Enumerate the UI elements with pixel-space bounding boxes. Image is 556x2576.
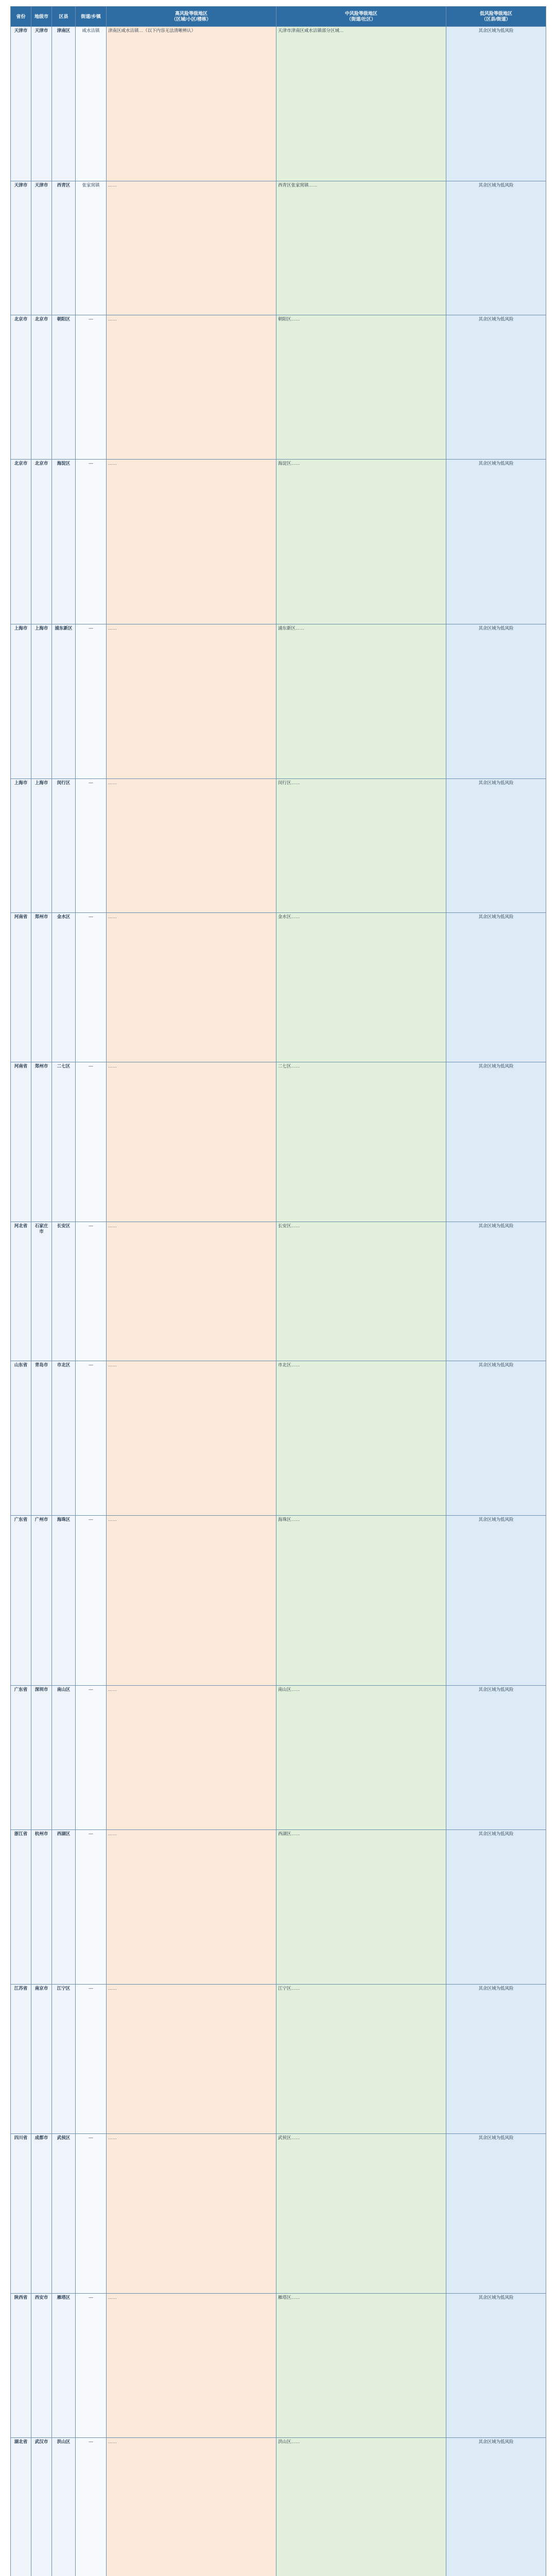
table-row [11,779,546,913]
high-risk-cell: …… [107,181,276,315]
province-cell: 北京市 [11,460,31,624]
table-row [11,913,546,1062]
high-risk-cell: …… [107,2294,276,2438]
city-cell: 上海市 [31,624,52,779]
street-cell: — [76,913,107,1062]
district-cell: 西湖区 [52,1830,76,1985]
province-cell: 河南省 [11,1062,31,1222]
province-cell: 湖北省 [11,2438,31,2576]
low-risk-cell: 其余区域为低风险 [446,27,546,181]
province-cell: 天津市 [11,181,31,315]
table-header-row [11,7,546,27]
city-cell: 成都市 [31,2134,52,2294]
low-risk-cell: 其余区域为低风险 [446,779,546,913]
street-cell: — [76,2294,107,2438]
city-cell: 北京市 [31,315,52,460]
header-district: 区县 [52,7,76,27]
street-cell: — [76,2134,107,2294]
province-cell: 四川省 [11,2134,31,2294]
street-cell: — [76,1361,107,1516]
mid-risk-cell: 金水区…… [276,913,446,1062]
district-cell: 武侯区 [52,2134,76,2294]
street-cell: 张家窝镇 [76,181,107,315]
province-cell: 江苏省 [11,1985,31,2134]
low-risk-cell: 其余区域为低风险 [446,181,546,315]
mid-risk-cell: 西青区张家窝镇…… [276,181,446,315]
province-cell: 北京市 [11,315,31,460]
high-risk-cell: …… [107,2134,276,2294]
city-cell: 郑州市 [31,913,52,1062]
province-cell: 广东省 [11,1516,31,1686]
low-risk-cell: 其余区域为低风险 [446,1361,546,1516]
city-cell: 上海市 [31,779,52,913]
low-risk-cell: 其余区域为低风险 [446,2134,546,2294]
district-cell: 海珠区 [52,1516,76,1686]
high-risk-cell: …… [107,1222,276,1361]
city-cell: 西安市 [31,2294,52,2438]
high-risk-cell: …… [107,1062,276,1222]
street-cell: — [76,1686,107,1830]
mid-risk-cell: 浦东新区…… [276,624,446,779]
district-cell: 海淀区 [52,460,76,624]
city-cell: 天津市 [31,27,52,181]
district-cell: 闵行区 [52,779,76,913]
province-cell: 上海市 [11,624,31,779]
risk-area-table [10,6,546,2576]
district-cell: 长安区 [52,1222,76,1361]
district-cell: 二七区 [52,1062,76,1222]
street-cell: — [76,1062,107,1222]
header-high-risk: 高风险等级地区 （区域/小区/楼栋） [107,7,276,27]
street-cell: 咸水沽镇 [76,27,107,181]
city-cell: 郑州市 [31,1062,52,1222]
street-cell: — [76,1222,107,1361]
district-cell: 南山区 [52,1686,76,1830]
city-cell: 武汉市 [31,2438,52,2576]
mid-risk-cell: 朝阳区…… [276,315,446,460]
mid-risk-cell: 南山区…… [276,1686,446,1830]
header-street: 街道/乡镇 [76,7,107,27]
district-cell: 洪山区 [52,2438,76,2576]
high-risk-cell: …… [107,624,276,779]
high-risk-cell: …… [107,913,276,1062]
table-row [11,1361,546,1516]
low-risk-cell: 其余区域为低风险 [446,1062,546,1222]
header-province: 省份 [11,7,31,27]
low-risk-cell: 其余区域为低风险 [446,913,546,1062]
table-row [11,1516,546,1686]
city-cell: 深圳市 [31,1686,52,1830]
high-risk-cell: …… [107,1516,276,1686]
city-cell: 青岛市 [31,1361,52,1516]
high-risk-cell: …… [107,2438,276,2576]
mid-risk-cell: 长安区…… [276,1222,446,1361]
table-body [11,27,546,2576]
table-row [11,624,546,779]
district-cell: 市北区 [52,1361,76,1516]
mid-risk-cell: 武侯区…… [276,2134,446,2294]
street-cell: — [76,460,107,624]
province-cell: 山东省 [11,1361,31,1516]
table-row [11,1830,546,1985]
district-cell: 西青区 [52,181,76,315]
high-risk-cell: …… [107,460,276,624]
header-low-risk: 低风险等级地区 （区县/街道） [446,7,546,27]
street-cell: — [76,1985,107,2134]
city-cell: 杭州市 [31,1830,52,1985]
table-row [11,1062,546,1222]
high-risk-cell: …… [107,1686,276,1830]
table-row [11,2438,546,2576]
low-risk-cell: 其余区域为低风险 [446,1686,546,1830]
table-row [11,315,546,460]
low-risk-cell: 其余区域为低风险 [446,2294,546,2438]
mid-risk-cell: 海珠区…… [276,1516,446,1686]
province-cell: 河南省 [11,913,31,1062]
district-cell: 朝阳区 [52,315,76,460]
mid-risk-cell: 二七区…… [276,1062,446,1222]
mid-risk-cell: 闵行区…… [276,779,446,913]
district-cell: 江宁区 [52,1985,76,2134]
province-cell: 广东省 [11,1686,31,1830]
province-cell: 河北省 [11,1222,31,1361]
low-risk-cell: 其余区域为低风险 [446,1516,546,1686]
low-risk-cell: 其余区域为低风险 [446,1985,546,2134]
high-risk-cell: …… [107,1830,276,1985]
table-row [11,27,546,181]
mid-risk-cell: 市北区…… [276,1361,446,1516]
city-cell: 北京市 [31,460,52,624]
district-cell: 浦东新区 [52,624,76,779]
high-risk-cell: …… [107,315,276,460]
street-cell: — [76,779,107,913]
header-city: 地级市 [31,7,52,27]
high-risk-cell: …… [107,779,276,913]
low-risk-cell: 其余区域为低风险 [446,1222,546,1361]
street-cell: — [76,624,107,779]
district-cell: 金水区 [52,913,76,1062]
street-cell: — [76,1516,107,1686]
mid-risk-cell: 海淀区…… [276,460,446,624]
low-risk-cell: 其余区域为低风险 [446,315,546,460]
mid-risk-cell: 洪山区…… [276,2438,446,2576]
province-cell: 陕西省 [11,2294,31,2438]
low-risk-cell: 其余区域为低风险 [446,460,546,624]
province-cell: 浙江省 [11,1830,31,1985]
high-risk-cell: …… [107,1361,276,1516]
district-cell: 津南区 [52,27,76,181]
city-cell: 天津市 [31,181,52,315]
page [10,0,546,2576]
table-row [11,181,546,315]
table-row [11,460,546,624]
province-cell: 上海市 [11,779,31,913]
street-cell: — [76,315,107,460]
province-cell: 天津市 [11,27,31,181]
low-risk-cell: 其余区域为低风险 [446,1830,546,1985]
street-cell: — [76,2438,107,2576]
table-row [11,1222,546,1361]
mid-risk-cell: 西湖区…… [276,1830,446,1985]
low-risk-cell: 其余区域为低风险 [446,2438,546,2576]
mid-risk-cell: 江宁区…… [276,1985,446,2134]
table-row [11,1686,546,1830]
street-cell: — [76,1830,107,1985]
table-row [11,1985,546,2134]
city-cell: 广州市 [31,1516,52,1686]
city-cell: 石家庄市 [31,1222,52,1361]
mid-risk-cell: 天津市津南区咸水沽镇部分区域… [276,27,446,181]
table-row [11,2294,546,2438]
high-risk-cell: 津南区咸水沽镇…（以下内容无法清晰辨认） [107,27,276,181]
table-row [11,2134,546,2294]
header-mid-risk: 中风险等级地区 （街道/社区） [276,7,446,27]
high-risk-cell: …… [107,1985,276,2134]
district-cell: 雁塔区 [52,2294,76,2438]
low-risk-cell: 其余区域为低风险 [446,624,546,779]
city-cell: 南京市 [31,1985,52,2134]
mid-risk-cell: 雁塔区…… [276,2294,446,2438]
